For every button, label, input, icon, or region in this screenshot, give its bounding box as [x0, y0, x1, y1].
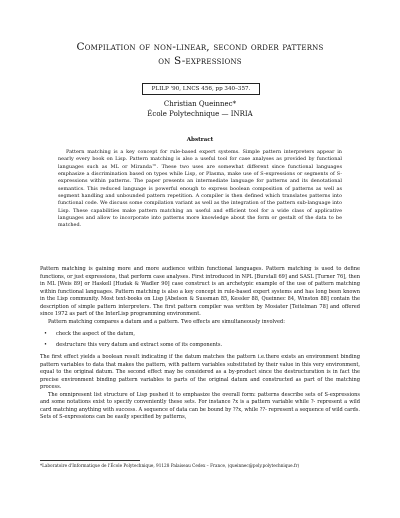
author-block [0, 100, 400, 119]
author-name: Christian Queinnec* [163, 100, 237, 108]
body-paragraph-1: Pattern matching is gaining more and more audience within functional languages. Pattern matching is used to define functions, or just expressions, that perform case analyses. First introduced in NPL [Burstall 69] and SASL [Turner 76], then in ML [Weis 89] or Haskell [Hudak & Wadler 90] case construct is an archetypic example of the use of pattern matching within functional languages. Pattern matching is also a key concept in rule-based expert systems and has long been known in the Lisp community. Most text-books on Lisp [Abelson & Sussman 85, Kessler 88, Queinnec 84, Winston 88] contain the description of simple pattern interpreters. The first pattern compiler was written by Mosiater [Teitelman 78] and offered since 1972 as part of the InterLisp programming environment. [40, 266, 360, 317]
bullet-icon: • [44, 331, 47, 337]
bullet-item [40, 331, 360, 339]
publication-reference-box: PLILP '90, LNCS 456, pp 340–357. [142, 83, 260, 95]
author-footnote: *Laboratoire d'Informatique de l'École Polytechnique, 91128 Palaiseau Cedex – France, (queinnec@poly.polytechnique.fr) [40, 463, 300, 468]
abstract-heading: Abstract [186, 137, 214, 143]
bullet-item [40, 342, 360, 350]
title-line-2: on S-expressions [158, 55, 242, 67]
main-body [40, 266, 360, 422]
author-affiliation: École Polytechnique — INRIA [147, 109, 253, 118]
bullet-icon: • [44, 341, 47, 348]
body-paragraph-3: The first effect yields a boolean result indicating if the datum matches the pattern i.e.there exists an environment binding pattern variables to data that makes the pattern, with pattern variables substituted by their value in this very environment, equal to the original datum. The second effect may be considered as a by-product since the destructuration is in fact the precise environment binding pattern variables to parts of the original datum and constructed as part of the matching process. [40, 354, 360, 390]
bullet-text: destructure this very datum and extract some of its components. [56, 341, 223, 348]
paper-title [40, 40, 360, 68]
body-paragraph-4: The omnipresent list structure of Lisp pushed it to emphasize the overall form: patterns describe sets of S-expressions and some notations exist to specify conveniently these sets. For instance ?x is a pattern variable while ?- represent a wild card matching anything with success. A sequence of data can be bound by ??x, while ??- represent a sequence of wild cards. Sets of S-expressions can be easily specified by patterns, [40, 391, 360, 420]
abstract-text: Pattern matching is a key concept for rule-based expert systems. Simple pattern interpreters appear in nearly every book on Lisp. Pattern matching is also a useful tool for case analyses as provided by functional languages such as ML or Miranda™. These two uses are somewhat different since functional languages emphasize a discrimination based on types while Lisp, or Plasma, make use of S-expressions or segments of S-expressions within patterns. The paper presents an intermediate language for patterns and its denotational semantics. This reduced language is powerful enough to express boolean composition of patterns as well as segment handling and unbounded pattern repetition. A compiler is then defined which translates patterns into functional code. We discuss some compilation variant as well as the integration of the pattern sub-language into Lisp. These capabilities make pattern matching an useful and efficient tool for a wide class of applicative languages and allow to incorporate into patterns more knowledge about the form or gestalt of the data to be matched. [58, 149, 342, 229]
body-paragraph-2: Pattern matching compares a datum and a pattern. Two effects are simultaneously involved: [48, 318, 285, 325]
bullet-list [40, 331, 360, 349]
bullet-text: check the aspect of the datum, [56, 331, 135, 337]
title-line-1: Compilation of non-linear, second order patterns [76, 41, 324, 53]
footnote-divider [40, 460, 140, 461]
abstract-body [58, 149, 342, 230]
